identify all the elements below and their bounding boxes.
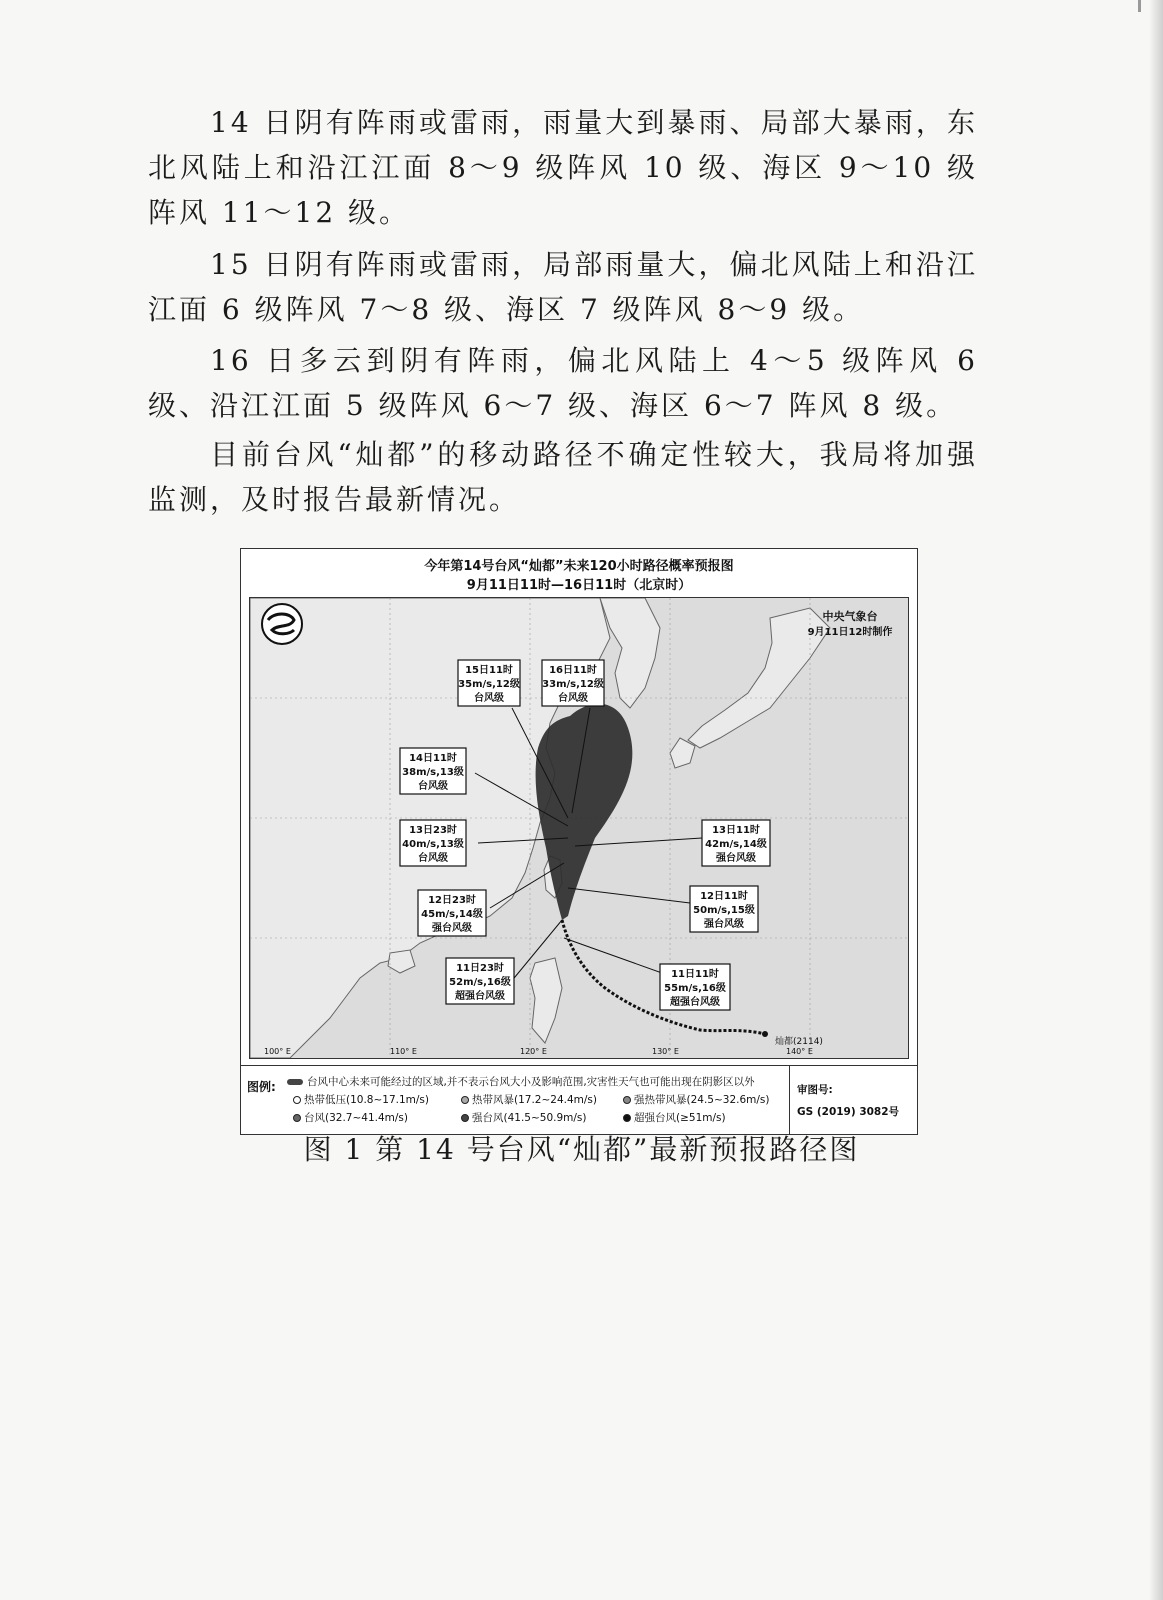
svg-text:强台风级: 强台风级 (716, 853, 756, 864)
lon-label-100: 100° E (264, 1047, 291, 1056)
svg-text:13日11时: 13日11时 (712, 825, 760, 836)
lon-label-120: 120° E (520, 1047, 547, 1056)
review-number: GS (2019) 3082号 (797, 1106, 900, 1118)
paragraph-outlook: 目前台风“灿都”的移动路径不确定性较大，我局将加强监测，及时报告最新情况。 (148, 438, 978, 516)
review-label: 审图号: (797, 1084, 833, 1096)
sty-marker-icon (461, 1114, 469, 1122)
figure-caption: 图 1 第 14 号台风“灿都”最新预报路径图 (303, 1133, 860, 1166)
legend-level: 热带低压(10.8~17.1m/s) (293, 1092, 429, 1107)
svg-text:11日11时: 11日11时 (671, 969, 719, 980)
svg-text:超强台风级: 超强台风级 (455, 991, 505, 1002)
ty-marker-icon (293, 1114, 301, 1122)
legend-note-text: 台风中心未来可能经过的区域,并不表示台风大小及影响范围,灾害性天气也可能出现在阴影区以外 (307, 1076, 755, 1088)
svg-text:14日11时: 14日11时 (409, 753, 457, 764)
forecast-box-11d11h (660, 964, 730, 1010)
td-marker-icon (293, 1096, 301, 1104)
svg-text:超强台风级: 超强台风级 (670, 997, 720, 1008)
issue-time-label: 9月11日12时制作 (807, 627, 893, 638)
svg-text:台风级: 台风级 (418, 781, 448, 792)
svg-text:52m/s,16级: 52m/s,16级 (449, 977, 511, 988)
super-ty-marker-icon (623, 1114, 631, 1122)
lon-label-140: 140° E (786, 1047, 813, 1056)
forecast-box-16d11h (542, 660, 604, 706)
svg-text:15日11时: 15日11时 (465, 665, 513, 676)
forecast-box-12d11h (690, 886, 758, 932)
storm-name-label: 灿都(2114) (775, 1037, 823, 1047)
sts-marker-icon (623, 1096, 631, 1104)
svg-text:38m/s,13级: 38m/s,13级 (402, 767, 464, 778)
svg-text:45m/s,14级: 45m/s,14级 (421, 909, 483, 920)
legend-divider (789, 1066, 790, 1135)
svg-text:40m/s,13级: 40m/s,13级 (402, 839, 464, 850)
cone-swatch-icon (287, 1079, 303, 1085)
svg-text:50m/s,15级: 50m/s,15级 (693, 905, 755, 916)
legend-label: 图例: (247, 1080, 276, 1094)
svg-text:强台风级: 强台风级 (704, 919, 744, 930)
svg-text:33m/s,12级: 33m/s,12级 (542, 679, 604, 690)
forecast-box-13d11h (702, 820, 770, 866)
svg-text:16日11时: 16日11时 (549, 665, 597, 676)
legend-level: 强台风(41.5~50.9m/s) (461, 1110, 587, 1125)
typhoon-forecast-figure (240, 548, 918, 1135)
svg-text:35m/s,12级: 35m/s,12级 (458, 679, 520, 690)
legend-level: 超强台风(≥51m/s) (623, 1110, 726, 1125)
svg-text:台风级: 台风级 (474, 693, 504, 704)
paragraph-14th: 14 日阴有阵雨或雷雨，雨量大到暴雨、局部大暴雨，东北风陆上和沿江江面 8～9 级阵风 10 级、海区 9～10 级阵风 11～12 级。 (148, 106, 978, 229)
map-svg (250, 598, 908, 1058)
scan-edge (1149, 0, 1163, 1600)
forecast-box-14d11h (400, 748, 466, 794)
issuer-label: 中央气象台 (822, 610, 878, 623)
svg-text:42m/s,14级: 42m/s,14级 (705, 839, 767, 850)
track-start-point (762, 1031, 768, 1037)
lon-label-130: 130° E (652, 1047, 679, 1056)
svg-text:强台风级: 强台风级 (432, 923, 472, 934)
svg-text:台风级: 台风级 (558, 693, 588, 704)
lon-label-110: 110° E (390, 1047, 417, 1056)
legend-note (287, 1074, 755, 1089)
forecast-box-12d23h (418, 890, 486, 936)
figure-subtitle: 9月11日11时—16日11时（北京时） (466, 578, 692, 593)
scan-mark (1138, 0, 1141, 12)
svg-text:台风级: 台风级 (418, 853, 448, 864)
legend-level: 热带风暴(17.2~24.4m/s) (461, 1092, 597, 1107)
forecast-box-11d23h (446, 958, 514, 1004)
forecast-box-15d11h (458, 660, 520, 706)
legend-level: 台风(32.7~41.4m/s) (293, 1110, 408, 1125)
paragraph-15th: 15 日阴有阵雨或雷雨，局部雨量大，偏北风陆上和沿江江面 6 级阵风 7～8 级、海区 7 级阵风 8～9 级。 (148, 248, 978, 326)
svg-text:11日23时: 11日23时 (456, 963, 504, 974)
svg-text:12日11时: 12日11时 (700, 891, 748, 902)
ts-marker-icon (461, 1096, 469, 1104)
svg-text:12日23时: 12日23时 (428, 895, 476, 906)
forecast-box-13d23h (400, 820, 466, 866)
legend-level: 强热带风暴(24.5~32.6m/s) (623, 1092, 770, 1107)
paragraph-16th: 16 日多云到阴有阵雨，偏北风陆上 4～5 级阵风 6 级、沿江江面 5 级阵风 6～7 级、海区 6～7 阵风 8 级。 (148, 344, 978, 422)
svg-text:13日23时: 13日23时 (409, 825, 457, 836)
svg-text:55m/s,16级: 55m/s,16级 (664, 983, 726, 994)
figure-title: 今年第14号台风“灿都”未来120小时路径概率预报图 (424, 559, 734, 574)
cma-logo (262, 604, 302, 644)
figure-legend (241, 1065, 917, 1135)
forecast-map (249, 597, 909, 1059)
